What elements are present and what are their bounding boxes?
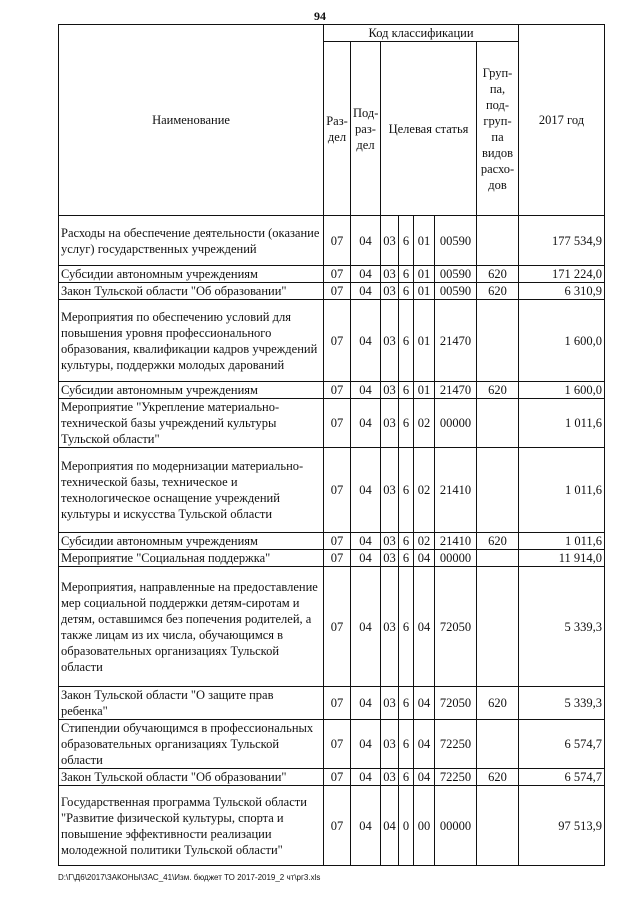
subsection-code: 04 [351,720,381,769]
row-name: Стипендии обучающимся в профессиональных образовательных организациях Тульской области [59,720,324,769]
header-year: 2017 год [519,25,605,216]
target-article-direction: 00590 [435,216,477,266]
target-article-event: 01 [414,266,435,283]
row-name: Мероприятие "Социальная поддержка" [59,550,324,567]
amount-2017: 1 011,6 [519,399,605,448]
amount-2017: 171 224,0 [519,266,605,283]
subsection-code: 04 [351,382,381,399]
expense-group-code: 620 [477,382,519,399]
file-path-footer: D:\Г\Д6\2017\ЗАКОНЫ\ЗАС_41\Изм. бюджет ТО 2017-2019_2 чт\рг3.xls [58,873,321,882]
subsection-code: 04 [351,533,381,550]
section-code: 07 [324,283,351,300]
row-name: Мероприятия, направленные на предоставление мер социальной поддержки детям-сиротам и детям, оставшимся без попечения родителей, а также лицам из их числа, обучающимся в образовательных организациях Тульской области [59,567,324,687]
target-article-direction: 72050 [435,687,477,720]
section-code: 07 [324,399,351,448]
header-target-article: Целевая статья [381,42,477,216]
row-name: Закон Тульской области "Об образовании" [59,283,324,300]
header-classification-code: Код классификации [324,25,519,42]
amount-2017: 177 534,9 [519,216,605,266]
section-code: 07 [324,720,351,769]
amount-2017: 97 513,9 [519,786,605,866]
target-article-direction: 72250 [435,720,477,769]
target-article-program: 03 [381,769,399,786]
section-code: 07 [324,382,351,399]
amount-2017: 1 011,6 [519,448,605,533]
subsection-code: 04 [351,769,381,786]
expense-group-code: 620 [477,687,519,720]
table-row [59,567,605,687]
expense-group-code: 620 [477,283,519,300]
expense-group-code [477,567,519,687]
subsection-code: 04 [351,448,381,533]
table-row [59,448,605,533]
target-article-type: 6 [399,399,414,448]
target-article-direction: 00590 [435,283,477,300]
amount-2017: 1 011,6 [519,533,605,550]
table-row [59,687,605,720]
section-code: 07 [324,533,351,550]
target-article-type: 6 [399,216,414,266]
row-name: Мероприятия по обеспечению условий для повышения уровня профессионального образования, квалификации кадров учреждений культуры, поддержки молодых дарований [59,300,324,382]
section-code: 07 [324,448,351,533]
target-article-type: 6 [399,687,414,720]
section-code: 07 [324,266,351,283]
target-article-type: 6 [399,533,414,550]
row-name: Закон Тульской области "Об образовании" [59,769,324,786]
amount-2017: 6 574,7 [519,769,605,786]
table-row [59,720,605,769]
subsection-code: 04 [351,216,381,266]
section-code: 07 [324,216,351,266]
target-article-type: 0 [399,786,414,866]
target-article-type: 6 [399,567,414,687]
row-name: Субсидии автономным учреждениям [59,533,324,550]
target-article-event: 01 [414,283,435,300]
expense-group-code: 620 [477,266,519,283]
table-row [59,550,605,567]
row-name: Мероприятие "Укрепление материально-технической базы учреждений культуры Тульской области" [59,399,324,448]
target-article-program: 03 [381,567,399,687]
target-article-program: 03 [381,382,399,399]
amount-2017: 11 914,0 [519,550,605,567]
table-row [59,266,605,283]
row-name: Государственная программа Тульской области "Развитие физической культуры, спорта и повышение эффективности реализации молодежной политики Тульской области" [59,786,324,866]
target-article-direction: 72050 [435,567,477,687]
table-row [59,533,605,550]
table-row [59,769,605,786]
target-article-direction: 00000 [435,399,477,448]
header-expense-group: Груп-па, под-груп-па видов расхо-дов [477,42,519,216]
target-article-type: 6 [399,300,414,382]
row-name: Закон Тульской области "О защите прав ребенка" [59,687,324,720]
subsection-code: 04 [351,550,381,567]
row-name: Расходы на обеспечение деятельности (оказание услуг) государственных учреждений [59,216,324,266]
row-name: Мероприятия по модернизации материально-технической базы, техническое и технологическое оснащение учреждений культуры и искусства Тульской области [59,448,324,533]
target-article-event: 04 [414,550,435,567]
target-article-event: 02 [414,399,435,448]
row-name: Субсидии автономным учреждениям [59,266,324,283]
target-article-direction: 72250 [435,769,477,786]
target-article-program: 03 [381,687,399,720]
header-section: Раз-дел [324,42,351,216]
subsection-code: 04 [351,300,381,382]
target-article-program: 03 [381,266,399,283]
section-code: 07 [324,550,351,567]
expense-group-code [477,550,519,567]
target-article-program: 03 [381,448,399,533]
table-row [59,786,605,866]
table-row [59,382,605,399]
subsection-code: 04 [351,786,381,866]
target-article-program: 03 [381,399,399,448]
target-article-program: 03 [381,550,399,567]
expense-group-code [477,399,519,448]
target-article-program: 04 [381,786,399,866]
target-article-type: 6 [399,382,414,399]
target-article-event: 04 [414,769,435,786]
section-code: 07 [324,300,351,382]
target-article-event: 02 [414,448,435,533]
table-row [59,399,605,448]
target-article-event: 02 [414,533,435,550]
section-code: 07 [324,567,351,687]
target-article-direction: 00000 [435,550,477,567]
target-article-program: 03 [381,720,399,769]
target-article-type: 6 [399,266,414,283]
expense-group-code [477,720,519,769]
expense-group-code: 620 [477,533,519,550]
amount-2017: 1 600,0 [519,382,605,399]
target-article-event: 04 [414,567,435,687]
header-row-top [59,25,605,42]
table-row [59,216,605,266]
subsection-code: 04 [351,266,381,283]
target-article-event: 01 [414,382,435,399]
section-code: 07 [324,769,351,786]
expense-group-code [477,786,519,866]
target-article-program: 03 [381,300,399,382]
target-article-direction: 00000 [435,786,477,866]
target-article-event: 04 [414,720,435,769]
table-row [59,283,605,300]
target-article-direction: 21410 [435,533,477,550]
section-code: 07 [324,786,351,866]
target-article-type: 6 [399,769,414,786]
target-article-direction: 21470 [435,300,477,382]
target-article-type: 6 [399,550,414,567]
target-article-type: 6 [399,283,414,300]
header-subsection: Под-раз-дел [351,42,381,216]
table-row [59,300,605,382]
target-article-event: 01 [414,216,435,266]
target-article-direction: 21470 [435,382,477,399]
subsection-code: 04 [351,567,381,687]
header-name: Наименование [59,25,324,216]
table-body [59,25,605,866]
subsection-code: 04 [351,283,381,300]
target-article-program: 03 [381,533,399,550]
target-article-program: 03 [381,283,399,300]
target-article-event: 04 [414,687,435,720]
amount-2017: 6 574,7 [519,720,605,769]
subsection-code: 04 [351,687,381,720]
target-article-direction: 21410 [435,448,477,533]
row-name: Субсидии автономным учреждениям [59,382,324,399]
target-article-program: 03 [381,216,399,266]
expense-group-code [477,216,519,266]
page-number: 94 [314,9,326,23]
expense-group-code [477,448,519,533]
target-article-type: 6 [399,720,414,769]
target-article-direction: 00590 [435,266,477,283]
section-code: 07 [324,687,351,720]
target-article-type: 6 [399,448,414,533]
target-article-event: 00 [414,786,435,866]
amount-2017: 6 310,9 [519,283,605,300]
subsection-code: 04 [351,399,381,448]
amount-2017: 5 339,3 [519,567,605,687]
target-article-event: 01 [414,300,435,382]
amount-2017: 5 339,3 [519,687,605,720]
amount-2017: 1 600,0 [519,300,605,382]
expense-group-code: 620 [477,769,519,786]
budget-table [58,24,605,866]
expense-group-code [477,300,519,382]
